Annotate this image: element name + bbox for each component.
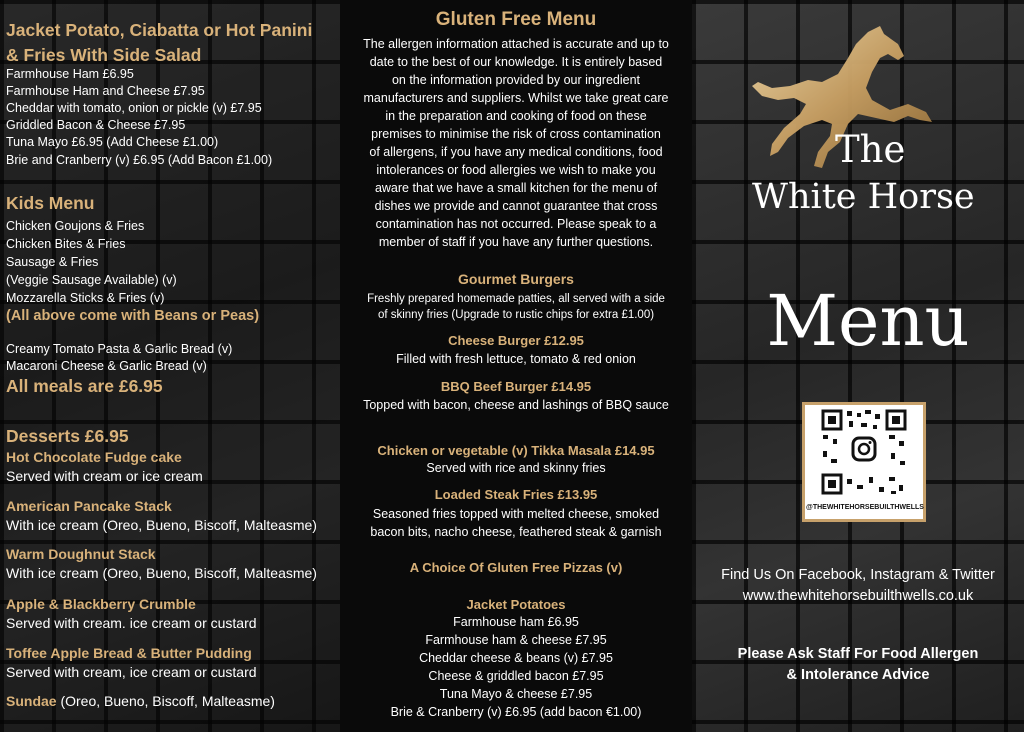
title-the: The bbox=[835, 128, 906, 171]
jacket-item: Farmhouse Ham and Cheese £7.95 bbox=[6, 84, 205, 98]
gf-jacket-item: Farmhouse ham & cheese £7.95 bbox=[425, 633, 607, 647]
gluten-free-title: Gluten Free Menu bbox=[435, 9, 597, 30]
dessert-desc: Served with cream. ice cream or custard bbox=[6, 615, 257, 631]
cheese-burger-name: Cheese Burger £12.95 bbox=[448, 333, 584, 348]
sundae-desc: (Oreo, Bueno, Biscoff, Malteasme) bbox=[56, 693, 275, 709]
gf-paragraph-line: contamination has not occurred. Please speak to a bbox=[375, 217, 657, 231]
gf-paragraph-line: in the preparation and cooking of food on these bbox=[385, 109, 647, 123]
left-panel bbox=[0, 0, 340, 732]
pizzas-heading: A Choice Of Gluten Free Pizzas (v) bbox=[409, 560, 623, 575]
burgers-intro-line: Freshly prepared homemade patties, all served with a side bbox=[367, 293, 665, 305]
kids-item: (Veggie Sausage Available) (v) bbox=[6, 273, 177, 287]
gf-jacket-item: Cheese & griddled bacon £7.95 bbox=[428, 669, 604, 683]
cheese-burger-desc: Filled with fresh lettuce, tomato & red onion bbox=[396, 352, 636, 366]
allergen-advice-line: & Intolerance Advice bbox=[786, 667, 930, 683]
kids-price: All meals are £6.95 bbox=[6, 376, 163, 396]
bbq-burger-desc: Topped with bacon, cheese and lashings of BBQ sauce bbox=[363, 398, 669, 412]
tikka-masala-name: Chicken or vegetable (v) Tikka Masala £14.95 bbox=[377, 443, 655, 458]
qr-pattern-icon bbox=[805, 405, 923, 503]
gourmet-burgers-heading: Gourmet Burgers bbox=[458, 271, 574, 287]
dessert-desc: With ice cream (Oreo, Bueno, Biscoff, Malteasme) bbox=[6, 517, 317, 533]
jacket-item: Griddled Bacon & Cheese £7.95 bbox=[6, 118, 186, 132]
steak-fries-name: Loaded Steak Fries £13.95 bbox=[434, 487, 598, 502]
kids-item: Mozzarella Sticks & Fries (v) bbox=[6, 291, 165, 305]
desserts-heading: Desserts £6.95 bbox=[6, 426, 129, 446]
jacket-potatoes-heading: Jacket Potatoes bbox=[466, 597, 566, 612]
menu-title: Menu bbox=[766, 280, 970, 362]
kids-item: Creamy Tomato Pasta & Garlic Bread (v) bbox=[6, 342, 233, 356]
bbq-burger-name: BBQ Beef Burger £14.95 bbox=[440, 379, 592, 394]
kids-item: Chicken Goujons & Fries bbox=[6, 219, 145, 233]
tikka-masala-desc: Served with rice and skinny fries bbox=[426, 461, 606, 475]
burgers-intro-line: of skinny fries (Upgrade to rustic chips for extra £1.00) bbox=[377, 309, 655, 321]
gf-paragraph-line: premises to minimise the risk of cross contamination bbox=[371, 127, 661, 141]
gf-paragraph-line: aware that we have a small kitchen for the menu of bbox=[374, 181, 658, 195]
kids-menu-heading: Kids Menu bbox=[6, 193, 95, 213]
jacket-item: Farmhouse Ham £6.95 bbox=[6, 67, 134, 81]
qr-caption: @THEWHITEHORSEBUILTHWELLS bbox=[806, 504, 924, 511]
sundae-line bbox=[6, 693, 275, 709]
gf-paragraph-line: dishes we provide and cannot guarantee that cross bbox=[374, 199, 658, 213]
gf-paragraph-line: member of staff if you have any further questions. bbox=[378, 235, 654, 249]
website-link[interactable]: www.thewhitehorsebuilthwells.co.uk bbox=[742, 588, 974, 604]
jacket-item: Cheddar with tomato, onion or pickle (v) £7.95 bbox=[6, 101, 262, 115]
dessert-desc: Served with cream, ice cream or custard bbox=[6, 664, 257, 680]
find-us-text: Find Us On Facebook, Instagram & Twitter bbox=[721, 567, 995, 583]
gf-jacket-item: Tuna Mayo & cheese £7.95 bbox=[439, 687, 593, 701]
dessert-desc: Served with cream or ice cream bbox=[6, 468, 203, 484]
dessert-name: Warm Doughnut Stack bbox=[6, 546, 156, 562]
kids-beans-note: (All above come with Beans or Peas) bbox=[6, 308, 260, 324]
steak-fries-desc-line: Seasoned fries topped with melted cheese, smoked bbox=[372, 507, 660, 521]
gf-paragraph-line: intolerances or food allergies we wish to make you bbox=[376, 163, 656, 177]
jacket-heading-line-1: Jacket Potato, Ciabatta or Hot Panini bbox=[6, 20, 313, 40]
dessert-name: Hot Chocolate Fudge cake bbox=[6, 449, 182, 465]
kids-item: Chicken Bites & Fries bbox=[6, 237, 126, 251]
gf-paragraph-line: on the information provided by our ingredient bbox=[391, 73, 641, 87]
allergen-advice-line: Please Ask Staff For Food Allergen bbox=[737, 646, 979, 662]
dessert-name: Toffee Apple Bread & Butter Pudding bbox=[6, 645, 252, 661]
steak-fries-desc-line: bacon bits, nacho cheese, feathered steak & garnish bbox=[370, 525, 662, 539]
dessert-desc: With ice cream (Oreo, Bueno, Biscoff, Malteasme) bbox=[6, 565, 317, 581]
middle-panel bbox=[340, 0, 692, 732]
gf-paragraph-line: manufacturers and suppliers. Whilst we take great care bbox=[363, 91, 669, 105]
kids-item: Macaroni Cheese & Garlic Bread (v) bbox=[6, 359, 207, 373]
dessert-name: Apple & Blackberry Crumble bbox=[6, 596, 196, 612]
jacket-item: Brie and Cranberry (v) £6.95 (Add Bacon £1.00) bbox=[6, 153, 273, 167]
jacket-item: Tuna Mayo £6.95 (Add Cheese £1.00) bbox=[6, 135, 219, 149]
gf-jacket-item: Cheddar cheese & beans (v) £7.95 bbox=[419, 651, 613, 665]
gf-paragraph-line: date to the best of our knowledge. It is entirely based bbox=[369, 55, 663, 69]
kids-item: Sausage & Fries bbox=[6, 255, 99, 269]
sundae-name: Sundae bbox=[6, 693, 57, 709]
title-white-horse: White Horse bbox=[752, 177, 975, 217]
gf-jacket-item: Brie & Cranberry (v) £6.95 (add bacon €1.00) bbox=[390, 705, 642, 719]
gf-paragraph-line: The allergen information attached is accurate and up to bbox=[363, 37, 669, 51]
gf-paragraph-line: of allergens, if you have any medical conditions, food bbox=[369, 145, 663, 159]
gf-jacket-item: Farmhouse ham £6.95 bbox=[453, 615, 579, 629]
jacket-heading-line-2: & Fries With Side Salad bbox=[6, 45, 202, 65]
dessert-name: American Pancake Stack bbox=[6, 498, 172, 514]
